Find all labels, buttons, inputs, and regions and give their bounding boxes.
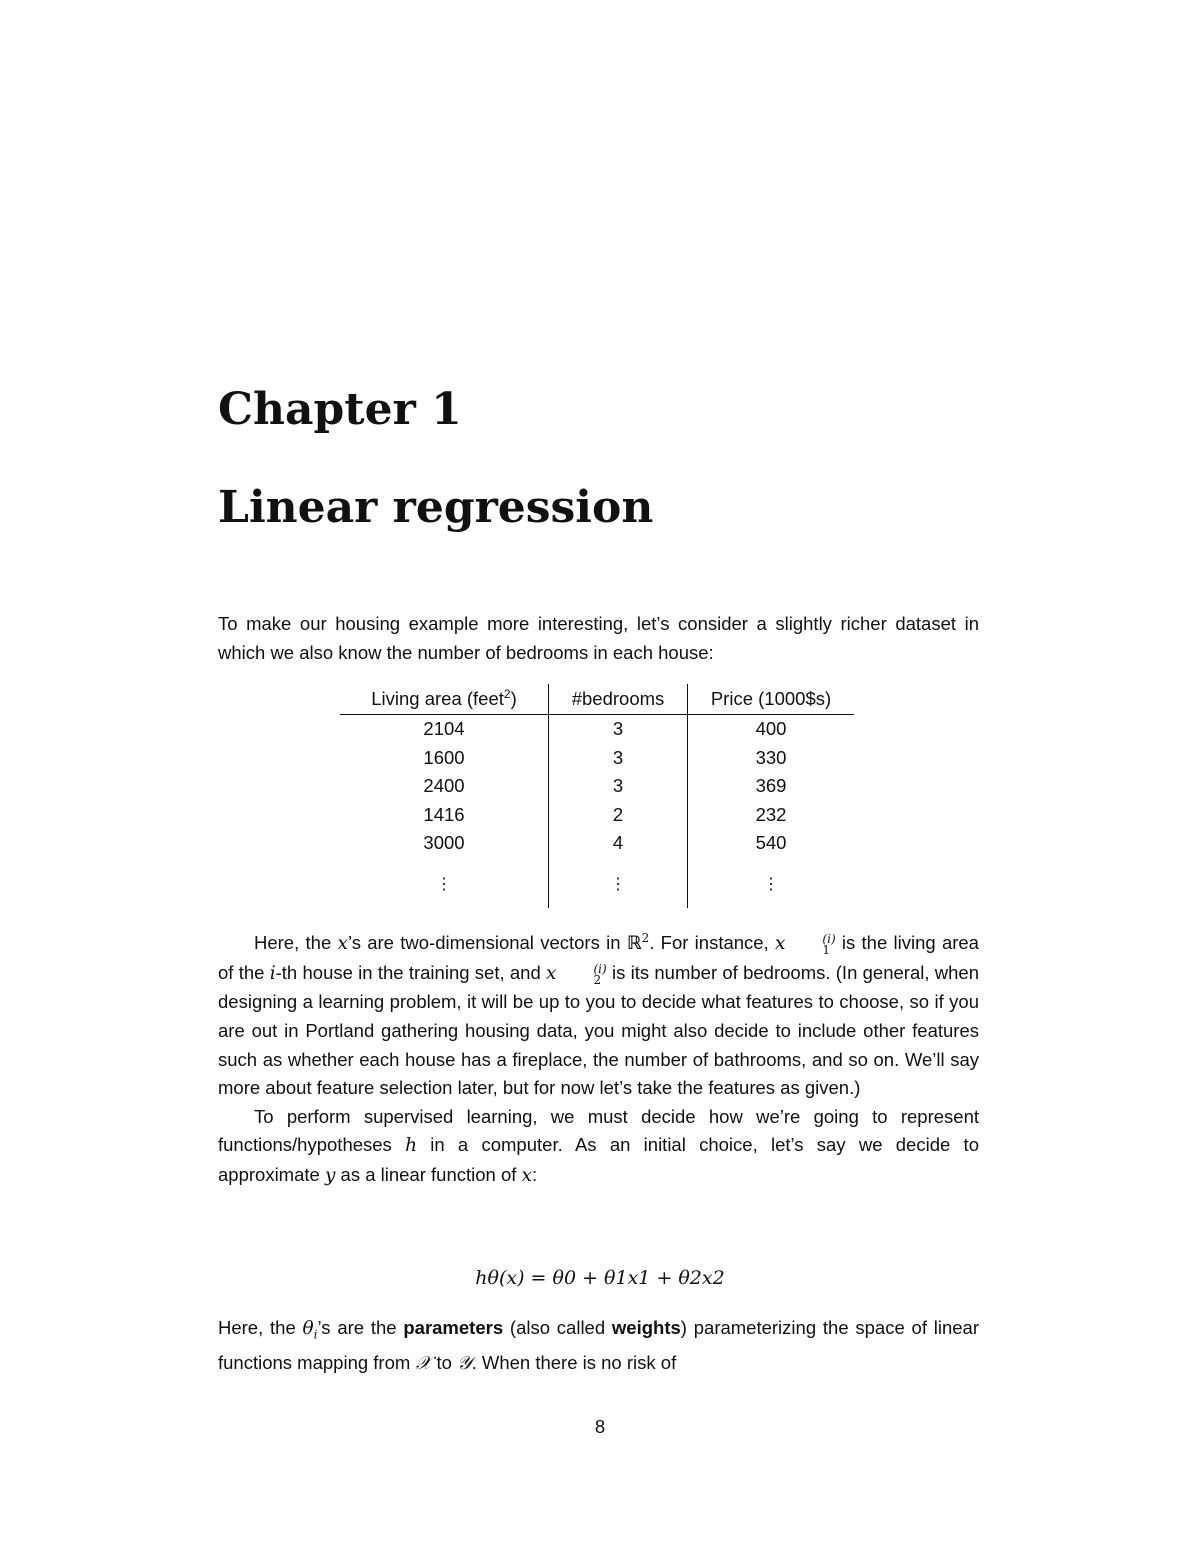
math-x: x: [774, 933, 786, 955]
text-run: ’s are the: [317, 1317, 404, 1338]
vertical-ellipsis-icon: ⋮: [763, 875, 779, 893]
cell-price: 330: [755, 746, 787, 768]
text-run: . When there is no risk of: [471, 1352, 677, 1374]
text-run: :: [531, 1163, 538, 1185]
text-run: . For instance,: [649, 932, 775, 954]
vertical-ellipsis-icon: ⋮: [610, 875, 626, 893]
table-row: [340, 715, 854, 744]
housing-table: [340, 684, 854, 908]
text-run: is the living area of the: [218, 932, 979, 983]
math-h: h: [405, 1135, 417, 1157]
text-run: ) parameterizing the space of linear functions mapping from: [218, 1317, 980, 1374]
cell-price: 540: [755, 832, 787, 854]
text-run: Here, the: [218, 1317, 303, 1338]
table-row: [340, 744, 854, 773]
page-number: 8: [594, 1416, 606, 1437]
paragraph-parameters: [218, 1314, 979, 1379]
bold-term-weights: weights: [611, 1317, 681, 1338]
text-run: in a computer. As an initial choice, let’s say we decide to approximate: [218, 1134, 979, 1185]
math-x: x: [337, 933, 348, 955]
ellipsis-cell: [549, 858, 688, 908]
cell-price: 369: [755, 775, 787, 797]
chapter-title: Linear regression: [218, 482, 654, 533]
math-reals: ℝ: [626, 933, 642, 955]
text-run: (also called: [503, 1317, 612, 1338]
ellipsis-cell: [340, 858, 549, 908]
cell-living-area: 1600: [340, 744, 549, 773]
math-subsup: [557, 961, 607, 987]
body-text-continued: [218, 1314, 979, 1379]
table-row: [340, 801, 854, 830]
cell-living-area: 2104: [340, 715, 549, 744]
header-living-area: [340, 684, 549, 715]
text-run: to: [431, 1352, 458, 1374]
math-subscript: 2: [593, 972, 602, 987]
text-run: -th house in the training set, and: [275, 961, 547, 983]
header-living-area-close: ): [510, 688, 517, 710]
text-run: Here, the: [254, 932, 338, 954]
math-input-space: 𝒳: [415, 1353, 432, 1375]
math-subscript: i: [313, 1327, 318, 1342]
header-living-area-text: Living area (feet: [371, 688, 504, 710]
equation-text: hθ(x) = θ0 + θ1x1 + θ2x2: [475, 1267, 725, 1289]
cell-bedrooms: 3: [549, 715, 688, 744]
header-living-area-exp: 2: [503, 687, 511, 702]
text-run: as a linear function of: [335, 1163, 522, 1185]
vertical-ellipsis-icon: ⋮: [436, 875, 452, 893]
header-bedrooms: #bedrooms: [549, 684, 688, 715]
hypothesis-equation: [0, 1264, 1200, 1293]
math-theta: θ: [302, 1318, 314, 1339]
chapter-label: Chapter 1: [218, 384, 462, 435]
math-superscript: (i): [822, 932, 836, 947]
cell-price: 400: [755, 718, 787, 740]
ellipsis-cell: [688, 858, 855, 908]
table-ellipsis-row: [340, 858, 854, 908]
paragraph-features: [218, 924, 979, 1103]
math-subscript: 1: [822, 943, 831, 958]
bold-term-parameters: parameters: [403, 1317, 504, 1338]
cell-bedrooms: 4: [549, 829, 688, 858]
text-run: is its number of bedrooms. (In general, when designing a learning problem, it will be up to you to decide what features to choose, so if you are out in Portland gathering housing data, you might also decide to include other features such as whether each house has a fireplace, the number of bathrooms, and so on. We’ll say more about feature selection later, but for now let’s take the features as given.): [218, 961, 979, 1099]
body-text: [218, 924, 979, 1191]
header-price: Price (1000$s): [688, 684, 855, 715]
math-output-space: 𝒴: [457, 1353, 472, 1375]
text-run: To perform supervised learning, we must decide how we’re going to represent functions/hypotheses: [218, 1105, 979, 1156]
cell-living-area: 1416: [340, 801, 549, 830]
intro-text: To make our housing example more interesting, let’s consider a slightly richer dataset in which we also know the number of bedrooms in each house:: [218, 613, 979, 663]
math-superscript: (i): [593, 961, 607, 976]
cell-bedrooms: 2: [549, 801, 688, 830]
table-row: [340, 772, 854, 801]
table-row: [340, 829, 854, 858]
table-header-row: [340, 684, 854, 715]
math-y: y: [324, 1164, 336, 1186]
paragraph-hypothesis: [218, 1103, 979, 1191]
math-x: x: [546, 962, 557, 984]
cell-living-area: 3000: [340, 829, 549, 858]
math-subsup: [786, 934, 835, 956]
math-x: x: [521, 1164, 532, 1186]
math-i: i: [269, 962, 276, 984]
cell-price: 232: [755, 803, 787, 825]
cell-bedrooms: 3: [549, 744, 688, 773]
intro-paragraph: [218, 610, 979, 667]
math-exponent: 2: [641, 931, 650, 945]
cell-bedrooms: 3: [549, 772, 688, 801]
text-run: ’s are two-dimensional vectors in: [347, 932, 627, 954]
cell-living-area: 2400: [340, 772, 549, 801]
